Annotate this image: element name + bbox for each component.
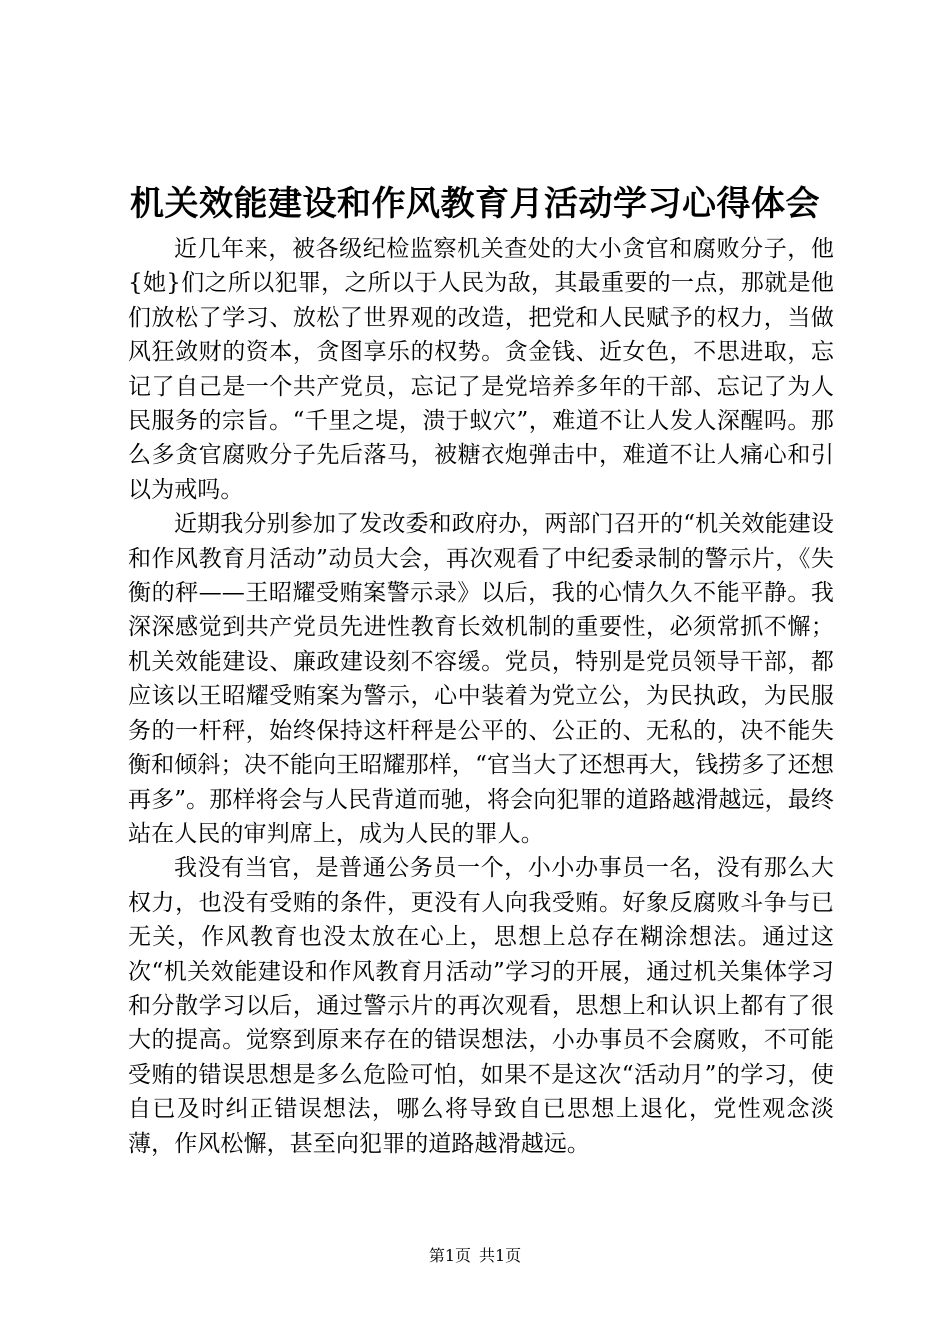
page-total: 共1页 [479, 1246, 522, 1265]
body-paragraph-2: 近期我分别参加了发改委和政府办，两部门召开的“机关效能建设和作风教育月活动”动员大会，再次观看了中纪委录制的警示片，《失衡的秤——王昭耀受贿案警示录》以后，我的心情久久不能平静。我深深感觉到共产党员先进性教育长效机制的重要性，必须常抓不懈；机关效能建设、廉政建设刻不容缓。党员，特别是党员领导干部，都应该以王昭耀受贿案为警示，心中装着为党立公，为民执政，为民服务的一杆秤，始终保持这杆秤是公平的、公正的、无私的，决不能失衡和倾斜；决不能向王昭耀那样，“官当大了还想再大，钱捞多了还想再多”。那样将会与人民背道而驰，将会向犯罪的道路越滑越远，最终站在人民的审判席上，成为人民的罪人。 [128, 511, 834, 847]
document-body [128, 232, 834, 1161]
body-paragraph-1: 近几年来，被各级纪检监察机关查处的大小贪官和腐败分子，他{她}们之所以犯罪，之所以于人民为敌，其最重要的一点，那就是他们放松了学习、放松了世界观的改造，把党和人民赋予的权力，当做风狂敛财的资本，贪图享乐的权势。贪金钱、近女色，不思进取，忘记了自己是一个共产党员，忘记了是党培养多年的干部、忘记了为人民服务的宗旨。“千里之堤，溃于蚁穴”，难道不让人发人深醒吗。那么多贪官腐败分子先后落马，被糖衣炮弹击中，难道不让人痛心和引以为戒吗。 [128, 236, 834, 503]
document-title: 机关效能建设和作风教育月活动学习心得体会 [130, 184, 820, 224]
page-number: 第1页 [428, 1246, 471, 1265]
page-footer [0, 1246, 950, 1266]
body-paragraph-3: 我没有当官，是普通公务员一个，小小办事员一名，没有那么大权力，也没有受贿的条件，更没有人向我受贿。好象反腐败斗争与已无关，作风教育也没太放在心上，思想上总存在糊涂想法。通过这次“机关效能建设和作风教育月活动”学习的开展，通过机关集体学习和分散学习以后，通过警示片的再次观看，思想上和认识上都有了很大的提高。觉察到原来存在的错误想法，小办事员不会腐败，不可能受贿的错误思想是多么危险可怕，如果不是这次“活动月”的学习，使自已及时纠正错误想法，哪么将导致自已思想上退化，党性观念淡薄，作风松懈，甚至向犯罪的道路越滑越远。 [128, 855, 834, 1157]
